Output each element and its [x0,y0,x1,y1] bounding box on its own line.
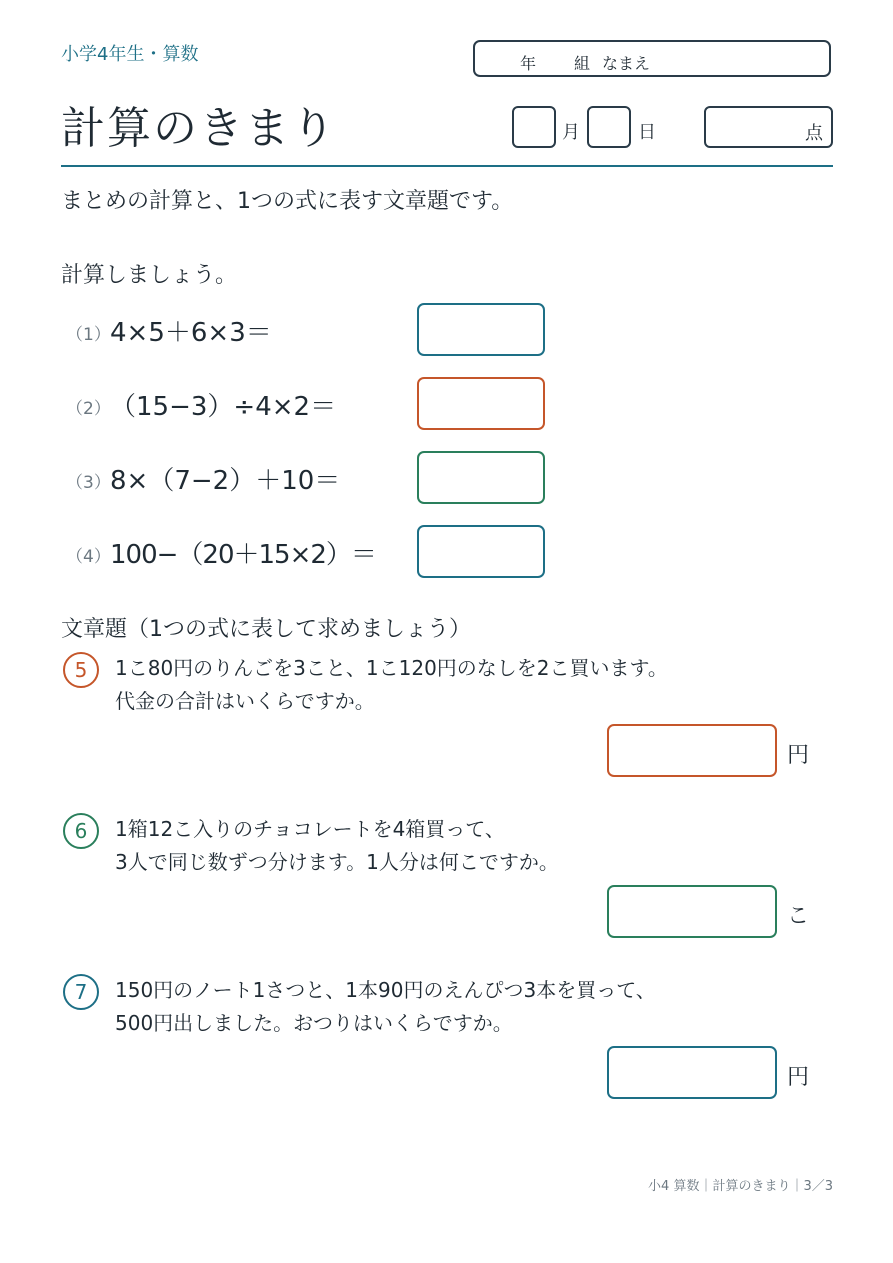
day-label: 日 [638,122,656,143]
answer-box-4[interactable] [417,525,545,578]
calc-problem-expression: 100−（20＋15×2）＝ [110,540,376,570]
word-problem-line: 1こ80円のりんごを3こと、1こ120円のなしを2こ買います。 [115,656,668,680]
calc-problem-number: （4） [66,547,111,567]
calc-problem-number: （3） [66,473,111,493]
answer-box-5[interactable] [607,724,777,777]
name-class-label: 組 [574,54,591,73]
day-input[interactable] [587,106,631,148]
word-section-heading: 文章題（1つの式に表して求めましょう） [61,617,471,642]
problem-number-badge: 6 [63,813,99,849]
problem-number-badge: 5 [63,652,99,688]
intro-text: まとめの計算と、1つの式に表す文章題です。 [61,189,514,214]
word-problem-line: 1箱12こ入りのチョコレートを4箱買って、 [115,817,505,841]
problem-number-badge: 7 [63,974,99,1010]
answer-box-7[interactable] [607,1046,777,1099]
word-problem-line: 3人で同じ数ずつ分けます。1人分は何こですか。 [115,850,559,874]
calc-problem-expression: 8×（7−2）＋10＝ [110,466,341,496]
word-problem-line: 150円のノート1さつと、1本90円のえんぴつ3本を買って、 [115,978,656,1002]
page-footer: 小4 算数｜計算のきまり｜3／3 [648,1179,833,1194]
answer-unit-label: 円 [787,743,810,768]
name-field[interactable] [473,40,831,77]
month-label: 月 [562,122,580,143]
word-problem-line: 500円出しました。おつりはいくらですか。 [115,1011,513,1035]
page-title: 計算のきまり [61,103,337,154]
grade-subject-label: 小学4年生・算数 [61,44,199,65]
answer-unit-label: 円 [787,1065,810,1090]
answer-box-6[interactable] [607,885,777,938]
answer-box-1[interactable] [417,303,545,356]
answer-box-2[interactable] [417,377,545,430]
word-problem-text [115,813,559,879]
calc-problem-expression: 4×5＋6×3＝ [110,318,272,348]
name-label: なまえ [602,54,651,73]
word-problem-text [115,652,668,718]
answer-unit-label: こ [787,904,810,929]
calc-problem-number: （2） [66,399,111,419]
header-divider [61,165,833,167]
calc-problem-expression: （15−3）÷4×2＝ [110,392,337,422]
word-problem-text [115,974,656,1040]
score-label: 点 [805,123,823,144]
month-input[interactable] [512,106,556,148]
word-problem-line: 代金の合計はいくらですか。 [115,689,375,713]
score-field[interactable] [704,106,833,148]
answer-box-3[interactable] [417,451,545,504]
calc-problem-number: （1） [66,325,111,345]
name-year-label: 年 [520,54,537,73]
calc-section-heading: 計算しましょう。 [61,263,238,288]
